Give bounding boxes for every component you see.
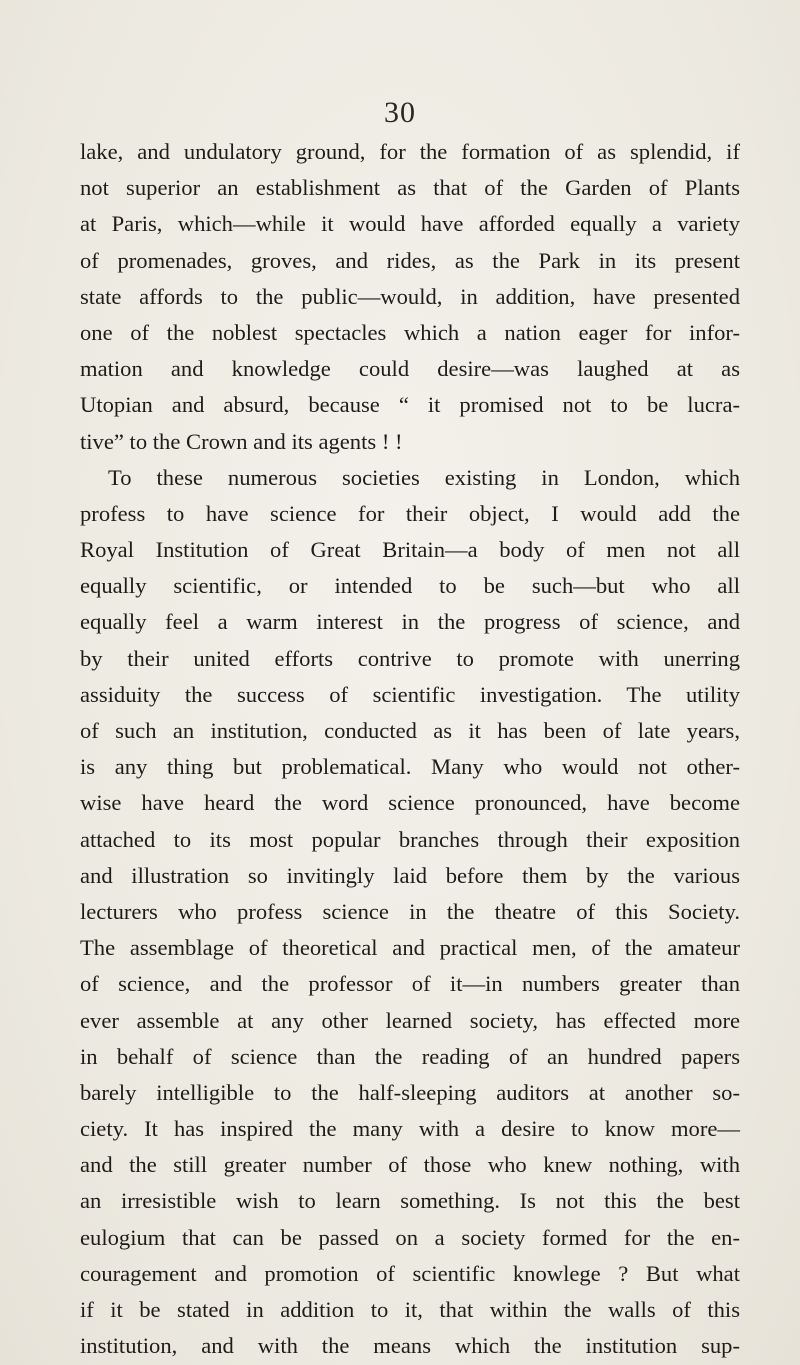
text-line: barely intelligible to the half-sleeping auditors at another so- xyxy=(80,1079,740,1105)
text-line: of promenades, groves, and rides, as the Park in its present xyxy=(80,247,740,273)
text-line: couragement and promotion of scientific knowlege ? But what xyxy=(80,1260,740,1286)
text-line: equally scientific, or intended to be such—but who all xyxy=(80,573,740,599)
text-line: attached to its most popular branches through their exposition xyxy=(80,826,740,852)
text-line: assiduity the success of scientific investigation. The utility xyxy=(80,681,740,707)
text-line: tive” to the Crown and its agents ! ! xyxy=(80,428,403,454)
text-line: and the still greater number of those who knew nothing, with xyxy=(80,1152,740,1178)
text-line: Utopian and absurd, because “ it promised not to be lucra- xyxy=(80,392,740,418)
text-line: one of the noblest spectacles which a nation eager for infor- xyxy=(80,319,740,345)
text-line: and illustration so invitingly laid before them by the various xyxy=(80,862,740,888)
body-text xyxy=(80,134,740,1364)
text-line: The assemblage of theoretical and practical men, of the amateur xyxy=(80,935,740,961)
page-number: 30 xyxy=(384,96,416,129)
text-line: ever assemble at any other learned society, has effected more xyxy=(80,1007,740,1033)
text-line: state affords to the public—would, in addition, have presented xyxy=(80,283,740,309)
text-line: ciety. It has inspired the many with a desire to know more— xyxy=(80,1116,740,1142)
text-line: lecturers who profess science in the theatre of this Society. xyxy=(80,898,740,924)
text-line: lake, and undulatory ground, for the formation of as splendid, if xyxy=(80,139,740,164)
text-line: profess to have science for their object, I would add the xyxy=(80,500,740,526)
text-line: eulogium that can be passed on a society formed for the en- xyxy=(80,1224,740,1250)
text-line: is any thing but problematical. Many who would not other- xyxy=(80,754,740,780)
text-line: by their united efforts contrive to promote with unerring xyxy=(80,645,740,671)
text-line: in behalf of science than the reading of an hundred papers xyxy=(80,1043,740,1069)
text-line: equally feel a warm interest in the progress of science, and xyxy=(80,609,740,635)
text-line: of such an institution, conducted as it has been of late years, xyxy=(80,718,740,743)
text-line: of science, and the professor of it—in numbers greater than xyxy=(80,971,740,997)
paragraph-start-line: To these numerous societies existing in London, which xyxy=(108,464,740,490)
text-line: at Paris, which—while it would have afforded equally a variety xyxy=(80,211,740,237)
text-line: institution, and with the means which the institution sup- xyxy=(80,1333,740,1359)
text-line: an irresistible wish to learn something. Is not this the best xyxy=(80,1188,740,1214)
text-line: wise have heard the word science pronounced, have become xyxy=(80,790,740,816)
text-line: Royal Institution of Great Britain—a body of men not all xyxy=(80,537,740,563)
text-line: mation and knowledge could desire—was laughed at as xyxy=(80,356,740,382)
text-line: if it be stated in addition to it, that within the walls of this xyxy=(80,1297,740,1322)
text-line: not superior an establishment as that of the Garden of Plants xyxy=(80,175,740,201)
